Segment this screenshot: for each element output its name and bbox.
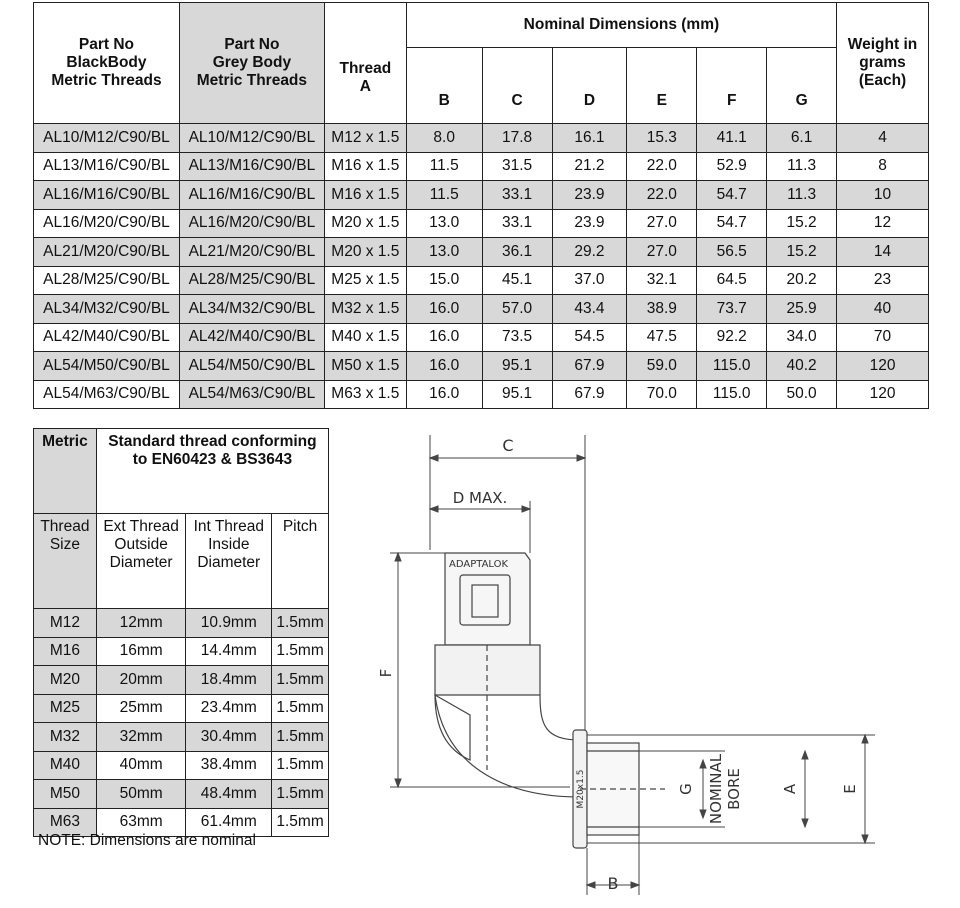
table-cell: 23: [837, 266, 929, 295]
table-cell: AL16/M20/C90/BL: [34, 209, 180, 238]
thread-cell: 63mm: [96, 808, 186, 837]
thread-row: [34, 609, 329, 638]
header-nominal-dimensions: Nominal Dimensions (mm): [406, 3, 836, 48]
thread-cell: 10.9mm: [186, 609, 272, 638]
table-cell: AL34/M32/C90/BL: [34, 295, 180, 324]
table-cell: AL16/M20/C90/BL: [179, 209, 324, 238]
thread-table-body: [34, 609, 329, 837]
table-cell: 13.0: [406, 238, 482, 267]
table-cell: AL10/M12/C90/BL: [179, 124, 324, 153]
header-thread: Thread A: [324, 3, 406, 124]
table-row: [34, 181, 929, 210]
thread-cell: 40mm: [96, 751, 186, 780]
table-cell: AL13/M16/C90/BL: [179, 152, 324, 181]
table-cell: AL13/M16/C90/BL: [34, 152, 180, 181]
table-cell: 95.1: [482, 352, 552, 381]
table-cell: AL16/M16/C90/BL: [179, 181, 324, 210]
table-cell: 38.9: [627, 295, 697, 324]
c-arrow-left: [430, 455, 438, 461]
table-cell: 16.0: [406, 380, 482, 409]
thread-standard-table: [33, 428, 329, 837]
table-cell: 11.5: [406, 181, 482, 210]
thread-cell: M20: [34, 666, 97, 695]
table-cell: 32.1: [627, 266, 697, 295]
elbow-bend: [435, 695, 580, 797]
thread-cell: 18.4mm: [186, 666, 272, 695]
header-part-black: Part No BlackBody Metric Threads: [34, 3, 180, 124]
thread-cell: M50: [34, 780, 97, 809]
thread-row: [34, 637, 329, 666]
thread-cell: 32mm: [96, 723, 186, 752]
thread-cell: 23.4mm: [186, 694, 272, 723]
table-cell: 10: [837, 181, 929, 210]
table-cell: M16 x 1.5: [324, 152, 406, 181]
dimensions-note: NOTE: Dimensions are nominal: [38, 832, 256, 849]
table-cell: 95.1: [482, 380, 552, 409]
table-cell: 17.8: [482, 124, 552, 153]
header-dim-g: G: [767, 48, 837, 124]
thread-cell: M25: [34, 694, 97, 723]
thread-row: [34, 666, 329, 695]
thread-cell: M16: [34, 637, 97, 666]
table-cell: 52.9: [697, 152, 767, 181]
table-cell: 70.0: [627, 380, 697, 409]
thread-cell: 16mm: [96, 637, 186, 666]
label-e: E: [841, 784, 859, 794]
table-cell: 36.1: [482, 238, 552, 267]
table-cell: 115.0: [697, 380, 767, 409]
d-arrow-left: [430, 506, 438, 512]
table-cell: 15.3: [627, 124, 697, 153]
e-arrow-top: [862, 735, 868, 743]
table-cell: 16.0: [406, 295, 482, 324]
table-cell: 43.4: [552, 295, 627, 324]
table-cell: M16 x 1.5: [324, 181, 406, 210]
table-cell: 120: [837, 380, 929, 409]
table-cell: 67.9: [552, 380, 627, 409]
header-row-1: [34, 3, 929, 48]
thread-cell: 1.5mm: [272, 609, 329, 638]
table-cell: 56.5: [697, 238, 767, 267]
table-cell: 37.0: [552, 266, 627, 295]
table-cell: 15.0: [406, 266, 482, 295]
a-arrow-top: [802, 751, 808, 759]
table-cell: 54.7: [697, 209, 767, 238]
header-dim-e: E: [627, 48, 697, 124]
header-dim-b: B: [406, 48, 482, 124]
table-cell: 12: [837, 209, 929, 238]
table-cell: 73.7: [697, 295, 767, 324]
b-arrow-left: [587, 882, 595, 888]
table-cell: 11.3: [767, 181, 837, 210]
table-row: [34, 124, 929, 153]
table-cell: AL54/M63/C90/BL: [179, 380, 324, 409]
table-cell: M20 x 1.5: [324, 209, 406, 238]
table-cell: 21.2: [552, 152, 627, 181]
brand-label: ADAPTALOK: [449, 559, 509, 570]
thread-cell: M32: [34, 723, 97, 752]
table-cell: M40 x 1.5: [324, 323, 406, 352]
elbow-fitting-drawing: [375, 425, 895, 903]
thread-cell: 48.4mm: [186, 780, 272, 809]
table-cell: 13.0: [406, 209, 482, 238]
table-cell: AL10/M12/C90/BL: [34, 124, 180, 153]
table-cell: 92.2: [697, 323, 767, 352]
table-cell: 34.0: [767, 323, 837, 352]
table-cell: AL42/M40/C90/BL: [34, 323, 180, 352]
table-cell: 67.9: [552, 352, 627, 381]
thread-cell: 20mm: [96, 666, 186, 695]
table-cell: 50.0: [767, 380, 837, 409]
thread-cell: 12mm: [96, 609, 186, 638]
header-dim-c: C: [482, 48, 552, 124]
table-cell: 22.0: [627, 152, 697, 181]
thread-cell: 14.4mm: [186, 637, 272, 666]
table-cell: 59.0: [627, 352, 697, 381]
table-cell: 8: [837, 152, 929, 181]
table-cell: 33.1: [482, 181, 552, 210]
table-cell: 16.0: [406, 352, 482, 381]
table-cell: 14: [837, 238, 929, 267]
table-cell: M63 x 1.5: [324, 380, 406, 409]
thread-subheader-row: [34, 514, 329, 609]
table-cell: 31.5: [482, 152, 552, 181]
table-cell: AL54/M63/C90/BL: [34, 380, 180, 409]
table-cell: 16.1: [552, 124, 627, 153]
subheader-thread-size: Thread Size: [34, 514, 97, 609]
table-cell: 120: [837, 352, 929, 381]
thread-cell: M63: [34, 808, 97, 837]
elbow-body: [435, 553, 580, 797]
thread-cell: 25mm: [96, 694, 186, 723]
thread-cell: M40: [34, 751, 97, 780]
table-cell: 47.5: [627, 323, 697, 352]
table-cell: 8.0: [406, 124, 482, 153]
thread-cell: 30.4mm: [186, 723, 272, 752]
thread-cell: 1.5mm: [272, 808, 329, 837]
label-c: C: [502, 436, 514, 455]
table-cell: 115.0: [697, 352, 767, 381]
table-cell: 4: [837, 124, 929, 153]
thread-row: [34, 723, 329, 752]
table-cell: 57.0: [482, 295, 552, 324]
thread-marking: M20x1.5: [576, 769, 586, 809]
thread-cell: 1.5mm: [272, 694, 329, 723]
f-arrow-bottom: [395, 779, 401, 787]
subheader-int-thread: Int Thread Inside Diameter: [186, 514, 272, 609]
table-cell: AL21/M20/C90/BL: [34, 238, 180, 267]
table-row: [34, 380, 929, 409]
label-g: G: [677, 783, 695, 795]
table-cell: 54.5: [552, 323, 627, 352]
label-f: F: [377, 668, 395, 678]
table-cell: 70: [837, 323, 929, 352]
table-cell: 33.1: [482, 209, 552, 238]
thread-cell: 1.5mm: [272, 637, 329, 666]
thread-cell: 1.5mm: [272, 723, 329, 752]
a-arrow-bottom: [802, 819, 808, 827]
table-cell: 29.2: [552, 238, 627, 267]
label-d: D MAX.: [452, 489, 508, 507]
table-cell: 27.0: [627, 238, 697, 267]
thread-cell: 50mm: [96, 780, 186, 809]
table-cell: M12 x 1.5: [324, 124, 406, 153]
thread-row: [34, 751, 329, 780]
thread-row: [34, 694, 329, 723]
table-cell: M20 x 1.5: [324, 238, 406, 267]
thread-cell: 1.5mm: [272, 780, 329, 809]
table-cell: AL21/M20/C90/BL: [179, 238, 324, 267]
table-cell: 15.2: [767, 238, 837, 267]
table-cell: 25.9: [767, 295, 837, 324]
label-nominal: NOMINAL: [707, 753, 725, 825]
subheader-pitch: Pitch: [272, 514, 329, 609]
c-arrow-right: [577, 455, 585, 461]
header-dim-d: D: [552, 48, 627, 124]
table-cell: M25 x 1.5: [324, 266, 406, 295]
d-arrow-right: [522, 506, 530, 512]
table-row: [34, 266, 929, 295]
table-cell: 23.9: [552, 181, 627, 210]
elbow-inner-curve: [435, 695, 470, 760]
table-cell: 73.5: [482, 323, 552, 352]
table-row: [34, 209, 929, 238]
table-cell: AL16/M16/C90/BL: [34, 181, 180, 210]
header-weight: Weight in grams (Each): [837, 3, 929, 124]
label-b: B: [607, 874, 619, 893]
thread-cell: 38.4mm: [186, 751, 272, 780]
table-cell: 23.9: [552, 209, 627, 238]
table-cell: 40: [837, 295, 929, 324]
subheader-ext-thread: Ext Thread Outside Diameter: [96, 514, 186, 609]
table-cell: 54.7: [697, 181, 767, 210]
label-bore: BORE: [725, 768, 743, 810]
thread-header-row: [34, 429, 329, 514]
table-cell: AL42/M40/C90/BL: [179, 323, 324, 352]
table-cell: 40.2: [767, 352, 837, 381]
table-cell: AL54/M50/C90/BL: [34, 352, 180, 381]
table-cell: M32 x 1.5: [324, 295, 406, 324]
table-cell: 45.1: [482, 266, 552, 295]
table-cell: AL34/M32/C90/BL: [179, 295, 324, 324]
table-cell: 27.0: [627, 209, 697, 238]
g-arrow-bottom: [700, 810, 706, 818]
thread-cell: 61.4mm: [186, 808, 272, 837]
table-cell: M50 x 1.5: [324, 352, 406, 381]
thread-cell: 1.5mm: [272, 751, 329, 780]
table-row: [34, 295, 929, 324]
table-cell: 11.3: [767, 152, 837, 181]
thread-cell: 1.5mm: [272, 666, 329, 695]
thread-end: [573, 730, 665, 848]
table-cell: AL28/M25/C90/BL: [179, 266, 324, 295]
table-cell: 20.2: [767, 266, 837, 295]
table-cell: 41.1: [697, 124, 767, 153]
table-row: [34, 238, 929, 267]
metric-header: Metric: [34, 429, 97, 514]
table-cell: 64.5: [697, 266, 767, 295]
standard-header: Standard thread conforming to EN60423 & BS3643: [96, 429, 328, 514]
header-part-grey: Part No Grey Body Metric Threads: [179, 3, 324, 124]
table-cell: 6.1: [767, 124, 837, 153]
table-row: [34, 152, 929, 181]
table-cell: AL28/M25/C90/BL: [34, 266, 180, 295]
table-cell: 16.0: [406, 323, 482, 352]
f-arrow-top: [395, 553, 401, 561]
table-cell: AL54/M50/C90/BL: [179, 352, 324, 381]
g-arrow-top: [700, 760, 706, 768]
header-dim-f: F: [697, 48, 767, 124]
b-arrow-right: [631, 882, 639, 888]
table-row: [34, 352, 929, 381]
dimensions-table: [33, 2, 929, 409]
table-cell: 11.5: [406, 152, 482, 181]
thread-cell: M12: [34, 609, 97, 638]
label-a: A: [781, 783, 799, 795]
dimensions-table-body: [34, 124, 929, 409]
e-arrow-bottom: [862, 835, 868, 843]
table-row: [34, 323, 929, 352]
table-cell: 15.2: [767, 209, 837, 238]
thread-row: [34, 780, 329, 809]
table-cell: 22.0: [627, 181, 697, 210]
